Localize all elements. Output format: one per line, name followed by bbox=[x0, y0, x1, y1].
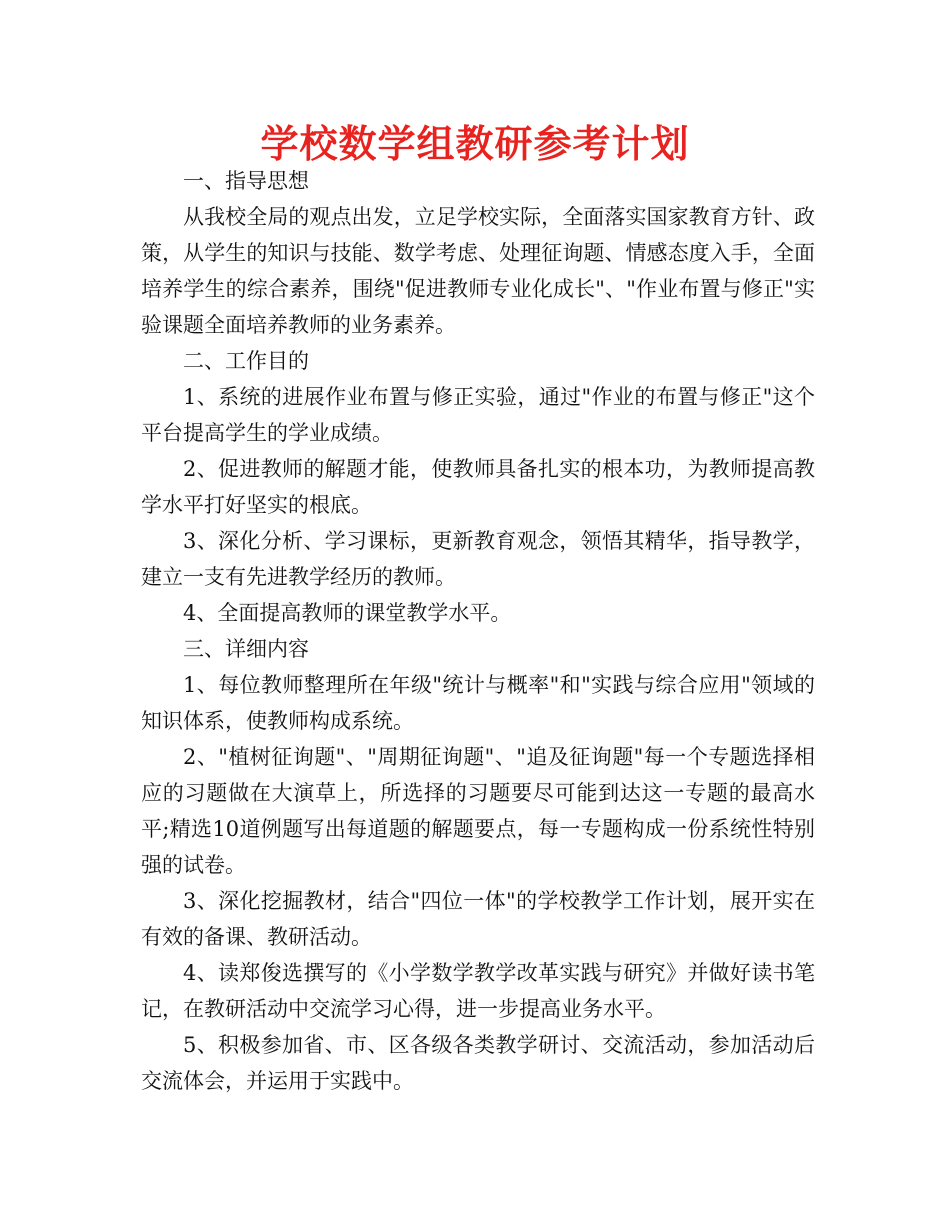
list-item: 3、深化挖掘教材，结合"四位一体"的学校教学工作计划，展开实在有效的备课、教研活动。 bbox=[141, 889, 815, 949]
list-item: 1、每位教师整理所在年级"统计与概率"和"实践与综合应用"领域的知识体系，使教师构成系统。 bbox=[141, 673, 815, 733]
section-heading-detailed-content: 三、详细内容 bbox=[183, 637, 309, 661]
list-item: 2、"植树征询题"、"周期征询题"、"追及征询题"每一个专题选择相应的习题做在大演草上，所选择的习题要尽可能到达这一专题的最高水平;精选10道例题写出每道题的解题要点，每一专题构成一份系统性特别强的试卷。 bbox=[141, 745, 815, 877]
document-title: 学校数学组教研参考计划 bbox=[260, 121, 690, 166]
document-body bbox=[141, 163, 815, 1099]
list-item: 4、全面提高教师的课堂教学水平。 bbox=[183, 601, 512, 625]
list-item: 2、促进教师的解题才能，使教师具备扎实的根本功，为教师提高教学水平打好坚实的根底。 bbox=[141, 457, 815, 517]
section-heading-guiding-thought: 一、指导思想 bbox=[183, 169, 309, 193]
paragraph: 从我校全局的观点出发，立足学校实际，全面落实国家教育方针、政策，从学生的知识与技能、数学考虑、处理征询题、情感态度入手，全面培养学生的综合素养，围绕"促进教师专业化成长"、"作业布置与修正"实验课题全面培养教师的业务素养。 bbox=[141, 205, 815, 337]
list-item: 4、读郑俊选撰写的《小学数学教学改革实践与研究》并做好读书笔记，在教研活动中交流学习心得，进一步提高业务水平。 bbox=[141, 961, 815, 1021]
section-heading-work-goals: 二、工作目的 bbox=[183, 349, 309, 373]
list-item: 5、积极参加省、市、区各级各类教学研讨、交流活动，参加活动后交流体会，并运用于实践中。 bbox=[141, 1033, 815, 1093]
list-item: 3、深化分析、学习课标，更新教育观念，领悟其精华，指导教学，建立一支有先进教学经历的教师。 bbox=[141, 529, 815, 589]
list-item: 1、系统的进展作业布置与修正实验，通过"作业的布置与修正"这个平台提高学生的学业成绩。 bbox=[141, 385, 815, 445]
